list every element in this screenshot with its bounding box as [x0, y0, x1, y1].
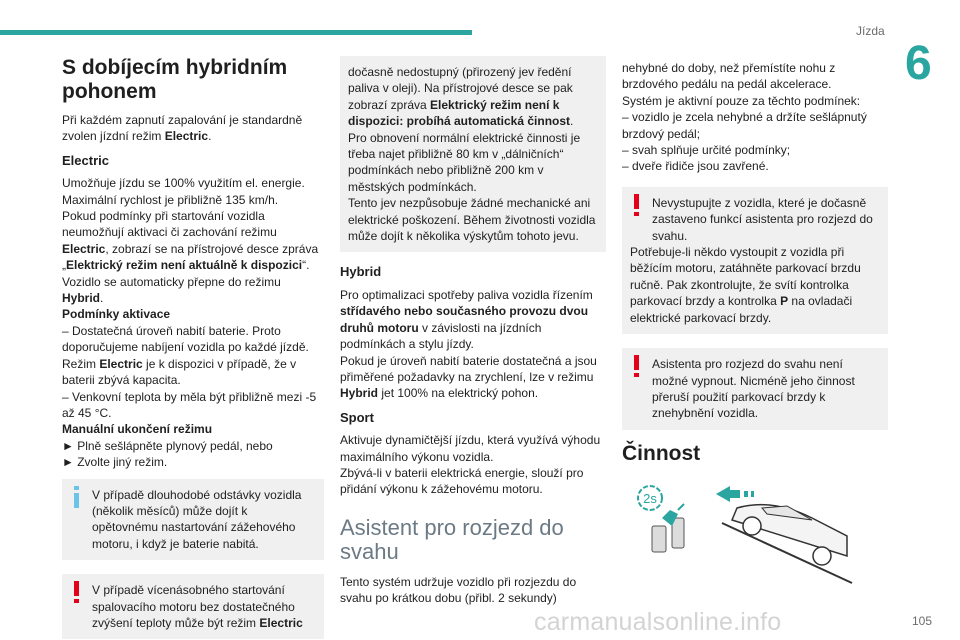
heading-sport: Sport [340, 409, 374, 425]
page-number: 105 [912, 614, 933, 628]
hill-cont-1: nehybné do doby, než přemístíte nohu z brzdového pedálu na pedál akcelerace. [622, 61, 836, 92]
heading-operation: Činnost [622, 441, 701, 465]
heading-hybrid: Hybrid [340, 264, 382, 280]
info-icon [70, 485, 84, 509]
manual-step-1: ► Plně sešlápněte plynový pedál, nebo [62, 438, 273, 453]
arrow-icon [716, 486, 754, 502]
warning-cont-3: Tento jev nezpůsobuje žádné mechanické ani elektrické poškození. Během životnosti vozidla může dojít k několika výskytům tohoto jevu. [348, 196, 596, 244]
info-note: V případě dlouhodobé odstávky vozidla (několik měsíců) může dojít k opětovnému nastartování zážehového motoru, i když je baterie nabitá. [62, 479, 324, 561]
condition-3: – Venkovní teplota by měla být přibližně mezi -5 až 45 °C. [62, 389, 317, 420]
section-name: Jízda [856, 24, 885, 38]
chapter-number: 6 [905, 37, 932, 90]
page-title: S dobíjecím hybridním pohonem [62, 56, 288, 103]
hill-cont-4: – svah splňuje určité podmínky; [622, 143, 791, 158]
intro-text: Při každém zapnutí zapalování je standardně zvolen jízdní režim Electric. [62, 113, 303, 144]
warning-icon [630, 193, 644, 217]
column-1 [62, 56, 324, 639]
hill-cont-3: – vozidlo je zcela nehybné a držíte sešlápnutý brzdový pedál; [622, 110, 867, 141]
electric-text-3: Pokud podmínky při startování vozidla neumožňují aktivaci či zachování režimu Electric, zobrazí se na přístrojové desce zpráva „Elektrický režim není aktuálně k dispozici“. [62, 209, 319, 273]
warning-icon [70, 580, 84, 604]
hill-start-text: Tento systém udržuje vozidlo při rozjezdu do svahu po krátkou dobu (přibl. 2 sekundy) [340, 574, 577, 606]
warning-note-continued [340, 56, 606, 252]
heading-electric: Electric [62, 152, 109, 168]
warning-cont-2: Pro obnovení normální elektrické činnosti je třeba najet přibližně 80 km v „dálničních“ podmínkách nebo přibližně 200 km v městských podmínkách. [348, 130, 581, 194]
top-accent-bar [0, 30, 472, 35]
condition-2: Režim Electric je k dispozici v případě, že v baterii zbývá kapacita. [62, 356, 297, 388]
sport-text-1: Aktivuje dynamičtější jízdu, která využívá výhodu maximálního výkonu vozidla. [340, 433, 601, 464]
manual-exit-title: Manuální ukončení režimu [62, 422, 213, 437]
warning-icon [630, 354, 644, 378]
warning-note: V případě vícenásobného startování spalovacího motoru bez dostatečného zvýšení teploty může být režim Electric [62, 574, 324, 639]
hill-cont-2: Systém je aktivní pouze za těchto podmínek: [622, 93, 861, 108]
manual-step-2: ► Zvolte jiný režim. [62, 455, 168, 470]
hybrid-text-2: Pokud je úroveň nabití baterie dostatečná a jsou přiměřené požadavky na zrychlení, lze v režimu Hybrid jet 100% na elektrický pohon. [340, 353, 597, 401]
hill-start-illustration [622, 478, 862, 588]
electric-text-1: Umožňuje jízdu se 100% využitím el. energie. [62, 176, 305, 191]
sport-text-2: Zbývá-li v baterii elektrická energie, slouží pro přidání výkonu k zážehovému motoru. [340, 465, 584, 497]
condition-1: – Dostatečná úroveň nabití baterie. Proto doporučujeme nabíjení vozidla po každé jízdě. [62, 323, 309, 355]
car-on-slope-icon [722, 505, 852, 583]
warning-note-hill-2: Asistenta pro rozjezd do svahu není možné vypnout. Nicméně jeho činnost přeruší použití parkovací brzdy k znehybnění vozidla. [622, 348, 888, 430]
svg-text:2s: 2s [643, 491, 657, 507]
watermark: carmanualsonline.info [534, 608, 782, 636]
column-2 [340, 56, 606, 607]
timer-icon [638, 486, 662, 510]
hill-cont-5: – dveře řidiče jsou zavřené. [622, 159, 769, 174]
electric-text-4: Vozidlo se automaticky přepne do režimu Hybrid. [62, 274, 281, 306]
heading-hill-start: Asistent pro rozjezd do svahu [340, 514, 564, 564]
pedal-foot-icon [652, 504, 684, 552]
warning-note-hill-1: Nevystupujte z vozidla, které je dočasně zastaveno funkcí asistenta pro rozjezd do svahu. Potřebuje-li někdo vystoupit z vozidla při běžícím motoru, zatáhněte parkovací brzdu ručně. Pak zkontrolujte, že svítí kontrolka parkovací brzdy a kontrolka P na ovladači elektrické parkovací brzdy. [622, 187, 888, 334]
hybrid-text-1: Pro optimalizaci spotřeby paliva vozidla řízením střídavého nebo současného provozu dvou druhů motoru v závislosti na jízdních podmínkách a stylu jízdy. [340, 287, 593, 352]
column-3 [622, 60, 888, 593]
conditions-title: Podmínky aktivace [62, 307, 171, 322]
warning-cont-1: dočasně nedostupný (přirozený jev ředění paliva v oleji). Na přístrojové desce se pak zobrazí zpráva Elektrický režim není k dispozici: probíhá automatická činnost. [348, 65, 574, 129]
electric-text-2: Maximální rychlost je přibližně 135 km/h. [62, 192, 279, 207]
